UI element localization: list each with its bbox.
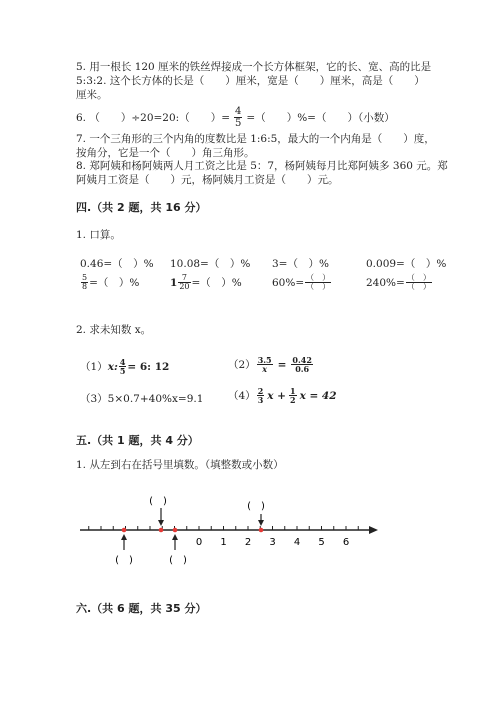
equation-term: x: (107, 360, 118, 373)
fraction-denominator: 2 (289, 395, 296, 405)
number-line-point (259, 528, 264, 533)
oral-r2c4-fraction (406, 274, 432, 291)
answer-blank: ( ) (115, 555, 133, 566)
fraction-denominator: （ ） (306, 282, 331, 291)
fraction-denominator: 0.6 (295, 364, 310, 374)
equation-3: （3）5×0.7+40%x=9.1 (80, 393, 204, 405)
q6-part-a: 6. （ ）÷20=20:（ ）= (76, 111, 231, 124)
arrow-head-icon (369, 526, 378, 534)
fraction-numerator: （ ） (406, 273, 431, 282)
fraction-denominator: （ ） (406, 282, 431, 291)
number-line-point (173, 528, 178, 533)
oral-r2c1 (80, 274, 139, 291)
equation-4 (228, 387, 337, 404)
equation-label: （1） (80, 361, 108, 373)
number-line-point (122, 528, 127, 533)
equation-1 (80, 358, 169, 375)
q5-line1: 5. 用一根长 120 厘米的铁丝焊接成一个长方体框架，它的长、宽、高的比是 (76, 61, 432, 73)
equation-term: x + (267, 389, 286, 402)
fraction-numerator: （ ） (306, 273, 331, 282)
section-4-heading: 四.（共 2 题，共 16 分） (76, 201, 207, 214)
number-line (70, 490, 390, 580)
q6-fraction-denominator: 5 (235, 117, 242, 129)
equation-label: （4） (228, 390, 256, 402)
number-line-tick-label: 4 (293, 537, 301, 548)
equation-fraction (119, 358, 127, 375)
number-line-tick-label: 3 (269, 537, 276, 548)
up-arrow-icon (172, 534, 178, 540)
fraction-denominator: 20 (179, 282, 190, 291)
q6-fraction-numerator: 4 (235, 105, 242, 117)
section-6-heading: 六.（共 6 题，共 35 分） (76, 602, 207, 615)
equation-term: x = 42 (299, 389, 337, 402)
equation-term: = 6: 12 (127, 360, 170, 373)
q6-part-b: =（ ）%=（ ）（小数） (246, 111, 395, 124)
equation-fraction (289, 387, 297, 404)
fraction-denominator: 5 (119, 366, 126, 376)
q7-line1: 7. 一个三角形的三个内角的度数比是 1:6:5，最大的一个内角是（ ）度， (76, 133, 435, 145)
oral-r1c4: 0.009=（ ）% (366, 258, 447, 270)
oral-r2c4-pre: 240%= (366, 276, 405, 289)
oral-r2c3 (272, 274, 332, 291)
equation-2 (228, 356, 314, 373)
oral-r1c3: 3=（ ）% (272, 258, 329, 270)
mixed-whole: 1 (170, 276, 178, 289)
number-line-tick-label: 5 (318, 537, 325, 548)
fraction-numerator: 5 (82, 273, 88, 282)
equation-label: （2） (228, 359, 256, 371)
fraction-numerator: 0.42 (292, 355, 312, 365)
oral-r2c3-fraction (305, 274, 331, 291)
oral-r2c2-fraction (178, 274, 190, 291)
answer-blank: ( ) (247, 501, 265, 512)
equals-sign: = (277, 358, 287, 371)
equation-fraction (291, 356, 312, 373)
number-line-tick-label: 1 (220, 537, 227, 548)
up-arrow-icon (121, 534, 127, 540)
down-arrow-icon (258, 520, 264, 526)
number-line-point (159, 528, 164, 533)
oral-r2c2 (170, 274, 242, 291)
oral-r1c1: 0.46=（ ）% (80, 258, 154, 270)
oral-r2c4 (366, 274, 433, 291)
q8-line2: 阿姨月工资是（ ）元，杨阿姨月工资是（ ）元。 (76, 174, 339, 186)
q8-line1: 8. 郑阿姨和杨阿姨两人月工资之比是 5：7，杨阿姨每月比郑阿姨多 360 元。郑 (76, 160, 448, 172)
fraction-numerator: 3.5 (257, 355, 272, 365)
number-line-tick-label: 2 (244, 537, 252, 548)
fraction-denominator: 8 (82, 282, 88, 291)
section-4-q2-title: 2. 求未知数 x。 (76, 324, 152, 336)
number-line-tick-label: 6 (342, 537, 350, 548)
oral-r2c2-rest: =（ ）% (191, 277, 242, 289)
section-5-heading: 五.（共 1 题，共 4 分） (76, 434, 199, 447)
oral-r2c1-rest: =（ ）% (89, 277, 140, 289)
q7-line2: 按角分，它是一个（ ）角三角形。 (76, 147, 255, 159)
oral-r2c1-fraction (81, 274, 88, 291)
q5-line3: 厘米。 (76, 89, 108, 101)
fraction-denominator: x (262, 364, 268, 374)
equation-fraction (257, 356, 273, 373)
fraction-numerator: 7 (178, 274, 190, 283)
section-5-q1-title: 1. 从左到右在括号里填数。（填整数或小数） (76, 459, 284, 471)
section-4-q1-title: 1. 口算。 (76, 229, 121, 241)
fraction-numerator: 4 (119, 357, 126, 367)
equation-fraction (257, 387, 265, 404)
q5-line2: 5:3:2. 这个长方体的长是（ ）厘米，宽是（ ）厘米，高是（ ） (76, 75, 425, 87)
q6-line (76, 104, 395, 130)
q6-fraction (234, 106, 242, 129)
fraction-denominator: 3 (257, 395, 264, 405)
fraction-numerator: 1 (289, 386, 296, 396)
number-line-ticks (89, 526, 359, 548)
answer-blank: ( ) (149, 496, 167, 507)
number-line-tick-label: 0 (195, 537, 203, 548)
down-arrow-icon (158, 520, 164, 526)
fraction-numerator: 2 (257, 386, 264, 396)
oral-r2c3-pre: 60%= (272, 276, 305, 289)
answer-blank: ( ) (169, 555, 187, 566)
oral-r1c2: 10.08=（ ）% (170, 258, 251, 270)
